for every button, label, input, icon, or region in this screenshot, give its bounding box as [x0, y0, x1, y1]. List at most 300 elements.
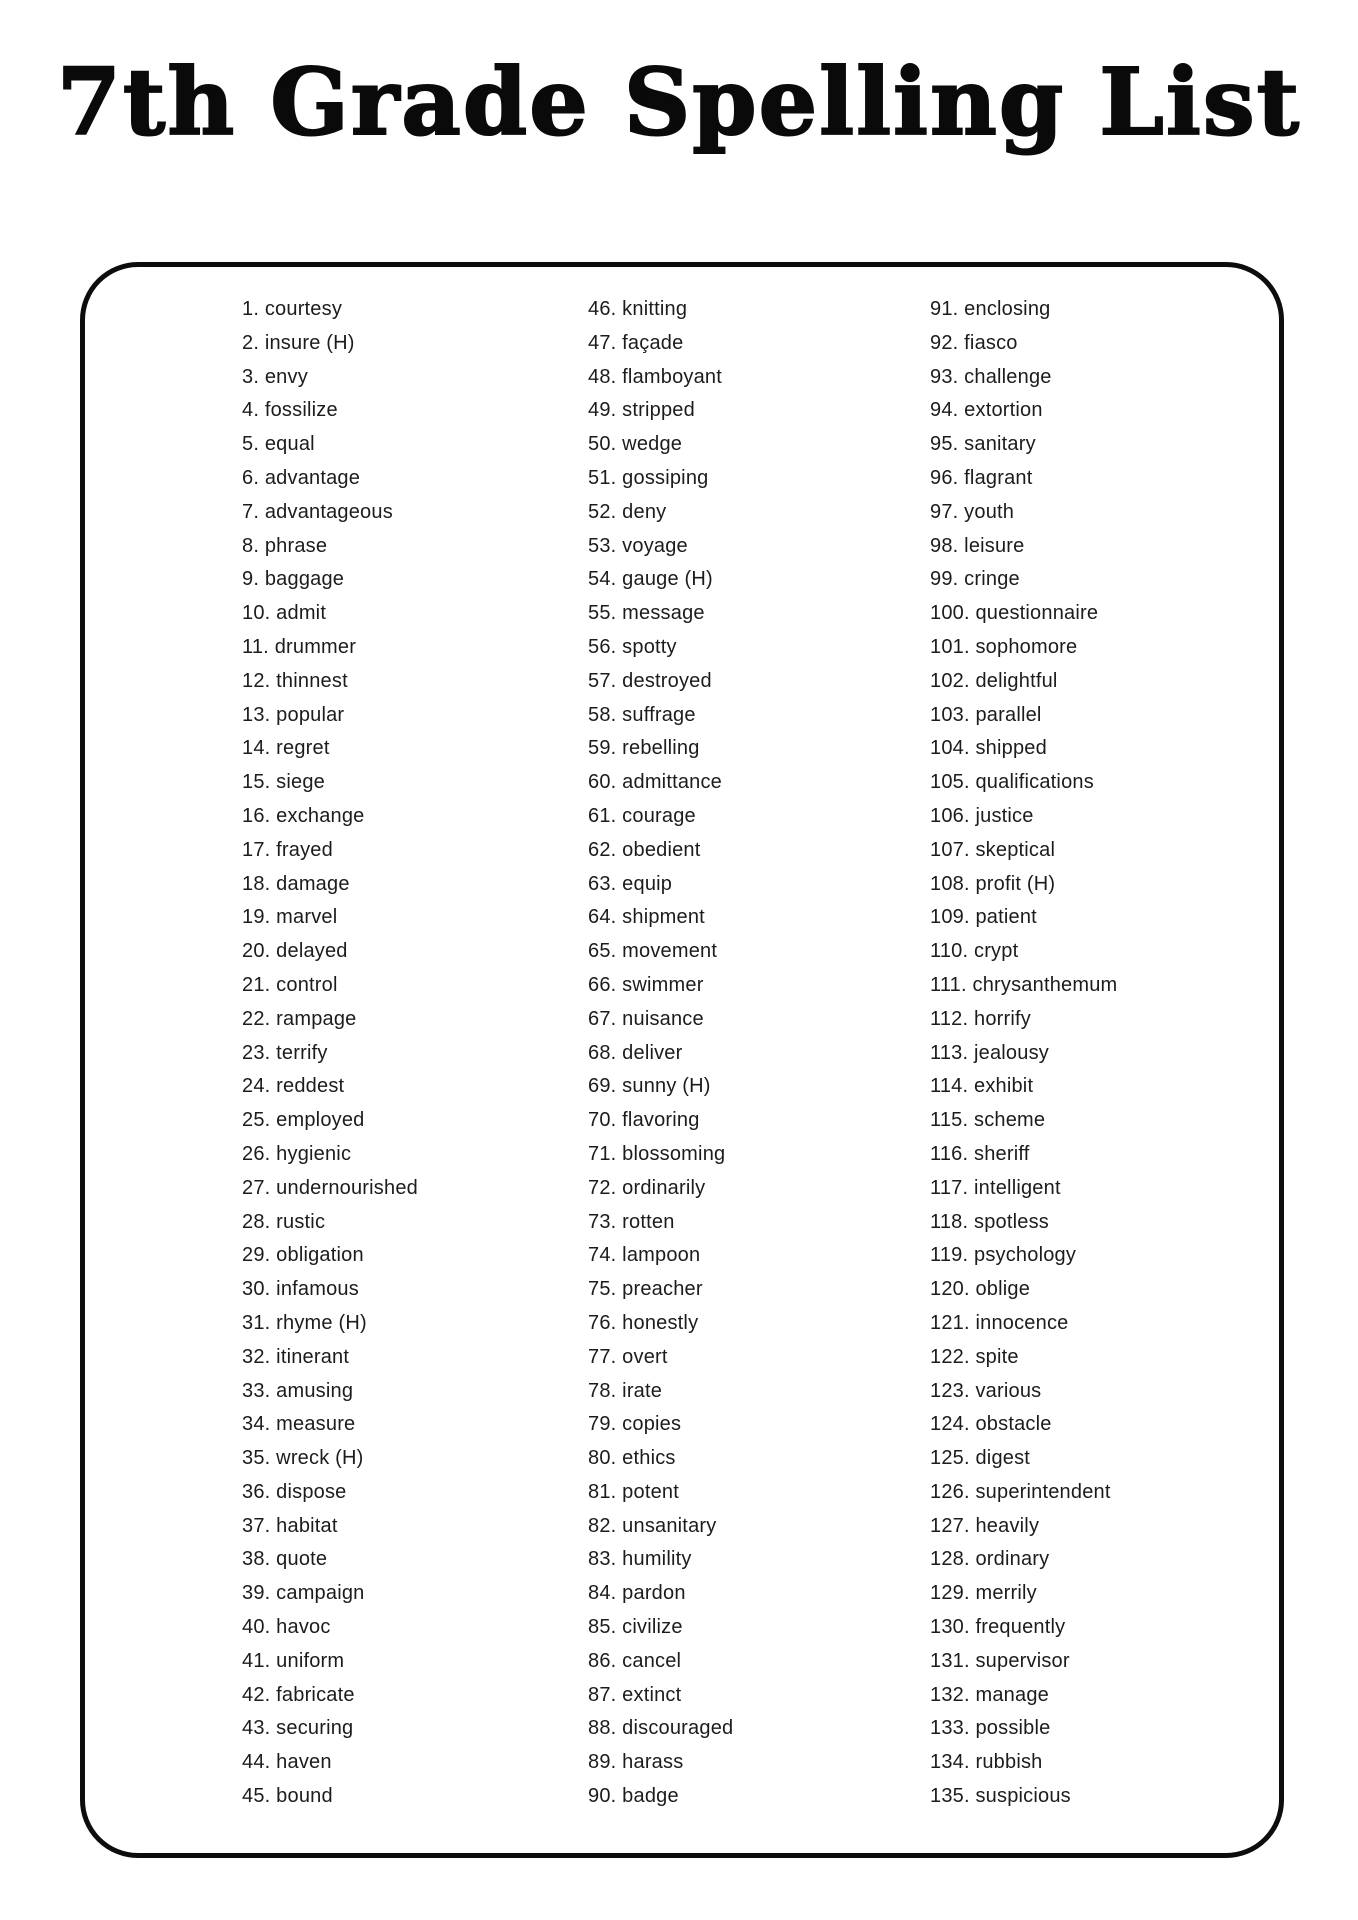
item-number: 117. [930, 1176, 974, 1199]
item-number: 78. [588, 1379, 623, 1402]
item-word: rotten [622, 1210, 675, 1233]
item-word: wreck (H) [276, 1447, 364, 1470]
list-item [242, 1206, 418, 1240]
item-number: 114. [930, 1075, 974, 1098]
list-item [588, 1037, 733, 1071]
item-word: scheme [974, 1109, 1046, 1132]
list-item [930, 1138, 1117, 1172]
item-number: 121. [930, 1311, 976, 1334]
list-item [242, 563, 418, 597]
item-word: pardon [622, 1582, 686, 1605]
list-item [242, 1239, 418, 1273]
item-word: intelligent [974, 1176, 1061, 1199]
item-number: 44. [242, 1751, 277, 1774]
list-item [588, 1611, 733, 1645]
item-number: 54. [588, 568, 623, 591]
item-number: 7. [242, 500, 265, 523]
item-number: 38. [242, 1548, 277, 1571]
item-number: 122. [930, 1345, 976, 1368]
item-number: 79. [588, 1413, 623, 1436]
item-number: 76. [588, 1311, 623, 1334]
list-item [930, 834, 1117, 868]
list-item [588, 462, 733, 496]
word-list-container [80, 262, 1284, 1858]
item-word: qualifications [975, 771, 1094, 794]
item-number: 85. [588, 1616, 623, 1639]
item-word: various [975, 1379, 1042, 1402]
item-word: undernourished [276, 1176, 418, 1199]
item-word: measure [276, 1413, 356, 1436]
item-number: 62. [588, 838, 623, 861]
item-number: 48. [588, 365, 623, 388]
item-word: crypt [974, 940, 1019, 963]
item-word: ethics [622, 1447, 676, 1470]
item-number: 61. [588, 804, 623, 827]
item-word: badge [622, 1785, 679, 1808]
list-item [588, 834, 733, 868]
list-item [242, 1780, 418, 1814]
list-item [930, 1341, 1117, 1375]
item-word: rhyme (H) [276, 1311, 367, 1334]
item-number: 80. [588, 1447, 623, 1470]
item-number: 125. [930, 1447, 976, 1470]
item-number: 118. [930, 1210, 974, 1233]
item-number: 11. [242, 635, 275, 658]
item-word: heavily [975, 1514, 1040, 1537]
item-number: 84. [588, 1582, 623, 1605]
list-item [588, 1645, 733, 1679]
item-word: innocence [975, 1311, 1069, 1334]
item-number: 22. [242, 1007, 277, 1030]
item-word: superintendent [975, 1480, 1111, 1503]
item-word: insure (H) [264, 331, 355, 354]
list-item [242, 1172, 418, 1206]
list-item [588, 1003, 733, 1037]
item-word: baggage [264, 568, 345, 591]
item-word: spotty [622, 635, 677, 658]
item-number: 1. [242, 298, 265, 320]
item-number: 45. [242, 1785, 277, 1808]
list-item [588, 766, 733, 800]
item-number: 124. [930, 1413, 976, 1436]
list-item [930, 1239, 1117, 1273]
item-number: 120. [930, 1278, 976, 1301]
list-item [588, 800, 733, 834]
item-word: stripped [622, 399, 695, 422]
item-word: supervisor [975, 1649, 1070, 1672]
item-word: harass [622, 1751, 684, 1774]
item-number: 9. [242, 568, 265, 591]
item-word: extinct [622, 1683, 682, 1706]
item-word: nuisance [622, 1007, 704, 1030]
item-word: gauge (H) [622, 568, 713, 591]
item-word: marvel [276, 906, 338, 929]
word-column-2 [588, 293, 733, 1814]
item-word: possible [975, 1717, 1051, 1740]
list-item [588, 530, 733, 564]
list-item [588, 563, 733, 597]
item-word: advantageous [264, 500, 393, 523]
list-item [242, 1037, 418, 1071]
list-item [930, 1645, 1117, 1679]
list-item [930, 293, 1117, 327]
item-word: uniform [276, 1649, 345, 1672]
item-word: phrase [264, 534, 328, 557]
list-item [930, 327, 1117, 361]
item-word: delightful [975, 669, 1058, 692]
list-item [242, 1003, 418, 1037]
list-item [588, 699, 733, 733]
item-word: popular [276, 703, 345, 726]
item-word: cancel [622, 1649, 682, 1672]
item-word: preacher [622, 1278, 703, 1301]
item-word: ordinarily [622, 1176, 706, 1199]
list-item [588, 1712, 733, 1746]
list-item [242, 901, 418, 935]
list-item [242, 1307, 418, 1341]
item-word: hygienic [276, 1142, 352, 1165]
item-word: exhibit [974, 1075, 1034, 1098]
item-word: drummer [274, 635, 357, 658]
item-number: 30. [242, 1278, 277, 1301]
list-item [930, 868, 1117, 902]
item-number: 66. [588, 973, 623, 996]
item-word: bound [276, 1785, 333, 1808]
list-item [588, 597, 733, 631]
item-word: itinerant [276, 1345, 350, 1368]
list-item [242, 1375, 418, 1409]
list-item [588, 1577, 733, 1611]
list-item [242, 868, 418, 902]
item-number: 35. [242, 1447, 277, 1470]
item-word: obstacle [975, 1413, 1052, 1436]
item-word: manage [975, 1683, 1049, 1706]
item-number: 65. [588, 940, 623, 963]
item-number: 32. [242, 1345, 277, 1368]
item-number: 109. [930, 906, 976, 929]
item-word: knitting [622, 298, 688, 320]
item-number: 24. [242, 1075, 277, 1098]
item-number: 100. [930, 602, 976, 625]
list-item [588, 293, 733, 327]
item-number: 57. [588, 669, 623, 692]
item-number: 71. [588, 1142, 623, 1165]
item-word: flavoring [622, 1109, 700, 1132]
item-word: horrify [974, 1007, 1031, 1030]
item-number: 19. [242, 906, 277, 929]
list-item [242, 361, 418, 395]
item-word: unsanitary [622, 1514, 717, 1537]
item-number: 95. [930, 433, 965, 456]
item-word: sheriff [974, 1142, 1030, 1165]
list-item [930, 1543, 1117, 1577]
item-word: exchange [276, 804, 365, 827]
item-number: 18. [242, 872, 277, 895]
item-word: civilize [622, 1616, 683, 1639]
item-word: copies [622, 1413, 682, 1436]
list-item [242, 327, 418, 361]
item-word: blossoming [622, 1142, 726, 1165]
item-word: thinnest [276, 669, 348, 692]
item-number: 69. [588, 1075, 623, 1098]
item-number: 81. [588, 1480, 623, 1503]
item-word: youth [964, 500, 1015, 523]
item-word: haven [276, 1751, 332, 1774]
item-word: discouraged [622, 1717, 734, 1740]
item-word: courage [622, 804, 696, 827]
list-item [588, 1408, 733, 1442]
list-item [930, 530, 1117, 564]
item-number: 60. [588, 771, 623, 794]
item-word: lampoon [622, 1244, 701, 1267]
item-word: frequently [975, 1616, 1066, 1639]
list-item [930, 1780, 1117, 1814]
item-word: infamous [276, 1278, 359, 1301]
item-number: 96. [930, 466, 965, 489]
item-number: 33. [242, 1379, 277, 1402]
list-item [930, 597, 1117, 631]
list-item [242, 1679, 418, 1713]
item-number: 127. [930, 1514, 976, 1537]
item-number: 59. [588, 737, 623, 760]
item-number: 111. [930, 973, 973, 996]
item-word: spotless [974, 1210, 1049, 1233]
item-word: suspicious [975, 1785, 1071, 1808]
item-word: campaign [276, 1582, 365, 1605]
list-item [242, 1712, 418, 1746]
list-item [242, 732, 418, 766]
item-word: obligation [276, 1244, 364, 1267]
item-word: chrysanthemum [972, 973, 1118, 996]
item-number: 110. [930, 940, 974, 963]
item-word: potent [622, 1480, 679, 1503]
item-number: 51. [588, 466, 623, 489]
list-item [242, 394, 418, 428]
item-number: 3. [242, 365, 265, 388]
item-word: destroyed [622, 669, 712, 692]
item-word: humility [622, 1548, 692, 1571]
list-item [242, 1611, 418, 1645]
list-item [930, 1375, 1117, 1409]
list-item [242, 1104, 418, 1138]
list-item [588, 361, 733, 395]
item-number: 25. [242, 1109, 277, 1132]
item-word: irate [622, 1379, 663, 1402]
item-number: 132. [930, 1683, 976, 1706]
item-number: 87. [588, 1683, 623, 1706]
list-item [242, 496, 418, 530]
item-number: 129. [930, 1582, 976, 1605]
item-number: 27. [242, 1176, 277, 1199]
item-word: parallel [975, 703, 1042, 726]
list-item [930, 935, 1117, 969]
item-number: 43. [242, 1717, 277, 1740]
item-number: 102. [930, 669, 976, 692]
item-word: rebelling [622, 737, 700, 760]
list-item [588, 327, 733, 361]
item-number: 20. [242, 940, 277, 963]
list-item [588, 969, 733, 1003]
list-item [930, 901, 1117, 935]
item-number: 128. [930, 1548, 976, 1571]
list-item [930, 1611, 1117, 1645]
item-number: 135. [930, 1785, 976, 1808]
list-item [588, 1510, 733, 1544]
list-item [588, 1543, 733, 1577]
list-item [242, 1577, 418, 1611]
item-number: 104. [930, 737, 976, 760]
item-number: 130. [930, 1616, 976, 1639]
list-item [930, 496, 1117, 530]
item-number: 72. [588, 1176, 623, 1199]
list-item [588, 1307, 733, 1341]
item-number: 68. [588, 1041, 623, 1064]
item-number: 67. [588, 1007, 623, 1030]
item-word: admittance [622, 771, 723, 794]
item-word: fiasco [964, 331, 1018, 354]
item-word: quote [276, 1548, 328, 1571]
list-item [242, 834, 418, 868]
list-item [588, 901, 733, 935]
list-item [930, 732, 1117, 766]
item-number: 47. [588, 331, 623, 354]
item-word: advantage [264, 466, 361, 489]
item-word: patient [975, 906, 1037, 929]
item-number: 107. [930, 838, 976, 861]
item-number: 89. [588, 1751, 623, 1774]
item-number: 14. [242, 737, 277, 760]
list-item [242, 1645, 418, 1679]
item-number: 98. [930, 534, 965, 557]
item-word: shipment [622, 906, 705, 929]
item-word: gossiping [622, 466, 709, 489]
item-number: 97. [930, 500, 965, 523]
item-word: terrify [276, 1041, 328, 1064]
item-number: 99. [930, 568, 965, 591]
item-number: 82. [588, 1514, 623, 1537]
list-item [588, 935, 733, 969]
item-word: questionnaire [975, 602, 1099, 625]
item-word: fabricate [276, 1683, 355, 1706]
list-item [242, 631, 418, 665]
item-number: 115. [930, 1109, 974, 1132]
item-number: 42. [242, 1683, 277, 1706]
list-item [930, 361, 1117, 395]
item-word: employed [276, 1109, 365, 1132]
word-column-3 [930, 293, 1117, 1814]
item-number: 101. [930, 635, 976, 658]
item-number: 131. [930, 1649, 976, 1672]
list-item [930, 1037, 1117, 1071]
item-number: 13. [242, 703, 277, 726]
item-word: frayed [276, 838, 333, 861]
list-item [930, 1712, 1117, 1746]
item-word: wedge [622, 433, 683, 456]
item-number: 113. [930, 1041, 974, 1064]
page-title: 7th Grade Spelling List [56, 48, 1302, 156]
list-item [242, 1408, 418, 1442]
list-item [930, 1442, 1117, 1476]
item-number: 91. [930, 298, 965, 320]
list-item [242, 1442, 418, 1476]
list-item [242, 1138, 418, 1172]
item-number: 23. [242, 1041, 277, 1064]
list-item [930, 969, 1117, 1003]
item-word: securing [276, 1717, 354, 1740]
item-number: 50. [588, 433, 623, 456]
list-item [242, 800, 418, 834]
item-number: 64. [588, 906, 623, 929]
list-item [588, 1442, 733, 1476]
item-number: 116. [930, 1142, 974, 1165]
list-item [930, 1679, 1117, 1713]
item-word: reddest [276, 1075, 345, 1098]
item-number: 123. [930, 1379, 976, 1402]
list-item [930, 1003, 1117, 1037]
item-number: 31. [242, 1311, 277, 1334]
item-number: 63. [588, 872, 623, 895]
item-word: cringe [964, 568, 1020, 591]
item-number: 34. [242, 1413, 277, 1436]
item-number: 93. [930, 365, 965, 388]
list-item [588, 1780, 733, 1814]
list-item [930, 1104, 1117, 1138]
item-number: 58. [588, 703, 623, 726]
item-word: havoc [276, 1616, 331, 1639]
list-item [930, 563, 1117, 597]
item-number: 74. [588, 1244, 623, 1267]
list-item [930, 1476, 1117, 1510]
item-word: flagrant [964, 466, 1033, 489]
list-item [930, 766, 1117, 800]
list-item [242, 428, 418, 462]
item-word: siege [276, 771, 325, 794]
item-number: 17. [242, 838, 277, 861]
item-word: control [276, 973, 338, 996]
list-item [930, 1408, 1117, 1442]
item-number: 28. [242, 1210, 277, 1233]
item-number: 112. [930, 1007, 974, 1030]
list-item [242, 665, 418, 699]
item-number: 41. [242, 1649, 277, 1672]
item-number: 6. [242, 466, 265, 489]
item-word: delayed [276, 940, 348, 963]
list-item [930, 1746, 1117, 1780]
item-word: rampage [276, 1007, 357, 1030]
list-item [588, 1239, 733, 1273]
list-item [930, 800, 1117, 834]
item-number: 46. [588, 298, 623, 320]
item-number: 106. [930, 804, 976, 827]
item-word: extortion [964, 399, 1043, 422]
item-word: damage [276, 872, 350, 895]
item-number: 39. [242, 1582, 277, 1605]
item-word: equal [264, 433, 315, 456]
item-number: 26. [242, 1142, 277, 1165]
list-item [242, 1341, 418, 1375]
list-item [588, 496, 733, 530]
list-item [242, 1510, 418, 1544]
word-column-1 [242, 293, 418, 1814]
item-word: dispose [276, 1480, 347, 1503]
item-word: sophomore [975, 635, 1078, 658]
list-item [930, 699, 1117, 733]
item-number: 94. [930, 399, 965, 422]
item-number: 49. [588, 399, 623, 422]
item-number: 29. [242, 1244, 277, 1267]
item-word: honestly [622, 1311, 699, 1334]
list-item [588, 1273, 733, 1307]
